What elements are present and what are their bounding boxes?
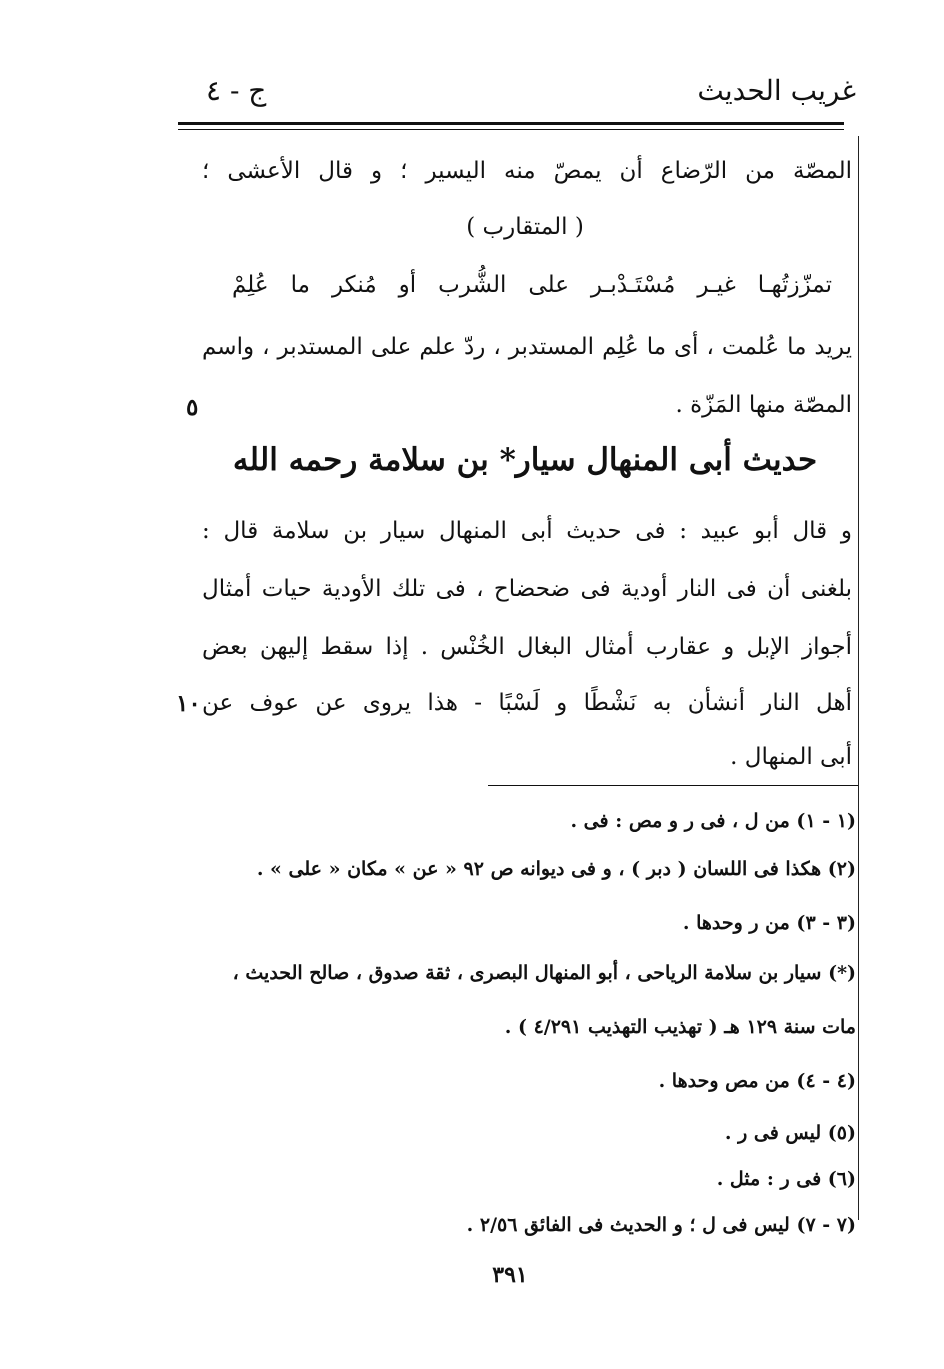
footnote: (١ - ١) من ل ، فى ر و مص : فى . xyxy=(570,810,856,832)
body-line: المصّة منها المَزّة . xyxy=(675,392,852,418)
verse-line: تمزّزتُهـا غيـر مُسْتَـدْبـر على الشُّرب أو مُنكر ما عُلِمْ xyxy=(232,272,832,298)
header-rule xyxy=(178,122,844,125)
body-line: أبى المنهال . xyxy=(730,744,852,770)
line-number: ١٠ xyxy=(176,690,201,717)
footnote: (*) سيار بن سلامة الرياحى ، أبو المنهال البصرى ، ثقة صدوق ، صالح الحديث ، xyxy=(232,962,856,984)
body-line: أجواز الإبل و عقارب أمثال البغال الخُنْس . إذا سقط إليهن بعض xyxy=(202,634,852,660)
meter-label: ( المتقارب ) xyxy=(466,214,584,240)
footnote: (٤ - ٤) من مص وحدها . xyxy=(658,1070,856,1092)
body-line: المصّة من الرّضاع أن يمصّ منه اليسير ؛ و قال الأعشى ؛ xyxy=(202,158,852,184)
footnote: (٢) هكذا فى اللسان ( دبر ) ، و فى ديوانه ص ٩٢ « عن » مكان « على » . xyxy=(256,858,856,880)
footnote: مات سنة ١٢٩ هـ ( تهذيب التهذيب ٤/٢٩١ ) . xyxy=(504,1016,856,1038)
footnote: (٧ - ٧) ليس فى ل ؛ و الحديث فى الفائق ٢/٥٦ . xyxy=(466,1214,856,1236)
running-title: غريب الحديث xyxy=(697,74,856,107)
body-line: يريد ما عُلمت ، أى ما عُلِم المستدبر ، ردّ علم على المستدبر ، واسم xyxy=(202,334,852,360)
footnote: (٣ - ٣) من ر وحدها . xyxy=(682,912,856,934)
margin-rule xyxy=(858,136,859,1220)
volume-label: ج - ٤ xyxy=(206,74,267,107)
footnote-rule xyxy=(488,785,858,786)
body-line: بلغنى أن فى النار أودية فى ضحضاح ، فى تلك الأودية حيات أمثال xyxy=(202,576,852,602)
body-line: و قال أبو عبيد : فى حديث أبى المنهال سيار بن سلامة قال : xyxy=(202,518,852,544)
header-rule-thin xyxy=(178,129,844,130)
footnote: (٥) ليس فى ر . xyxy=(724,1122,856,1144)
page-number: ٣٩١ xyxy=(492,1262,528,1288)
footnote: (٦) فى ر : مثل . xyxy=(716,1168,856,1190)
section-heading: حديث أبى المنهال سيار* بن سلامة رحمه الله xyxy=(232,442,818,478)
line-number: ٥ xyxy=(186,394,199,421)
body-line: أهل النار أنشأن به نَشْطًا و لَسْبًا - هذا يروى عن عوف عن xyxy=(202,690,852,716)
